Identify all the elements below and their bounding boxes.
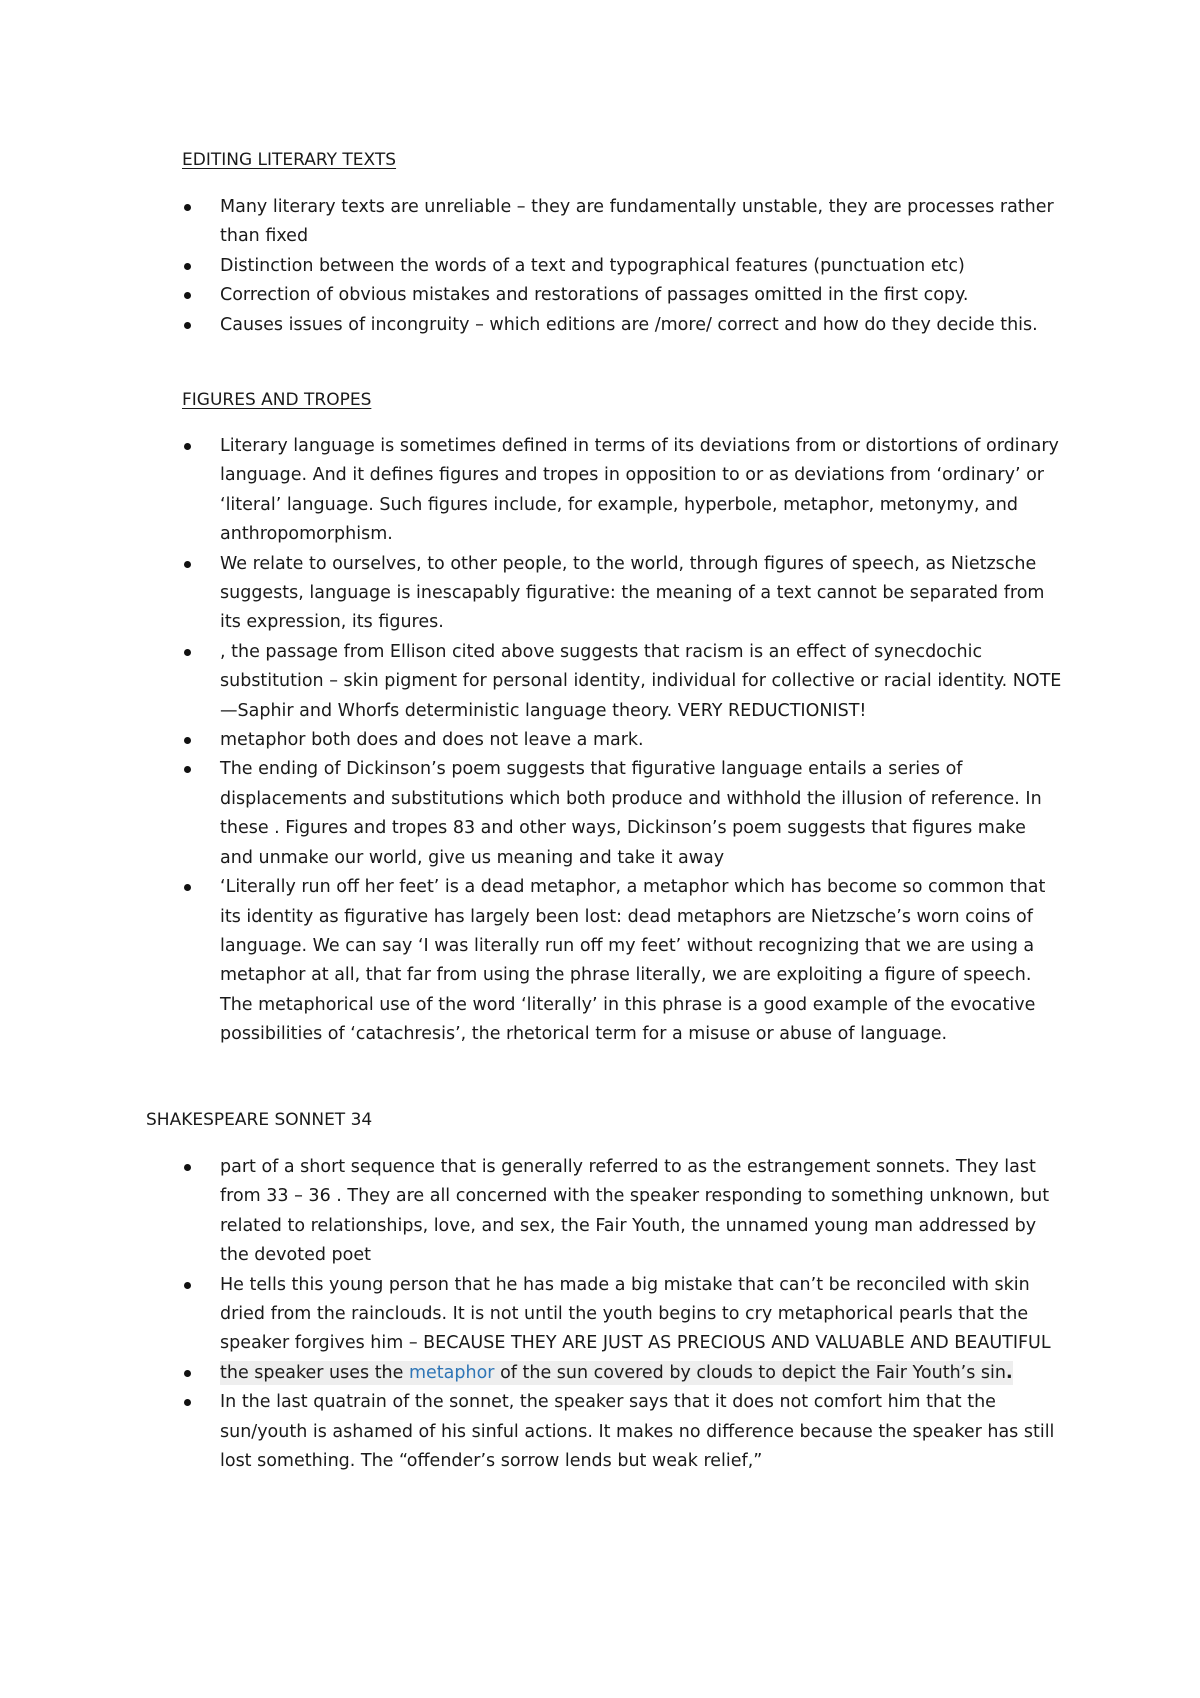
bullet-icon (184, 443, 191, 450)
list-item-text: Causes issues of incongruity – which editions are /more/ correct and how do they decide this. (220, 314, 1038, 335)
highlight-text-end: . (1005, 1362, 1013, 1383)
list-item (184, 252, 1064, 281)
list-item-text: , the passage from Ellison cited above suggests that racism is an effect of synecdochic substitution – skin pigment for personal identity, individual for collective or racial identity. NOTE—Saphir and Whorfs deterministic language theory. VERY REDUCTIONIST! (220, 641, 1062, 721)
section-heading-figures-and-tropes: FIGURES AND TROPES (182, 390, 372, 410)
list-item-text: part of a short sequence that is generally referred to as the estrangement sonnets. They last from 33 – 36 . They are all concerned with the speaker responding to something unknown, but related to relationships, love, and sex, the Fair Youth, the unnamed young man addressed by the devoted poet (220, 1157, 1050, 1266)
bullet-list-figures (184, 432, 1064, 1050)
list-item (184, 1153, 1064, 1271)
bullet-icon (184, 1370, 191, 1377)
list-item-text: ‘Literally run off her feet’ is a dead metaphor, a metaphor which has become so common that its identity as figurative has largely been lost: dead metaphors are Nietzsche’s worn coins of language. We can say ‘I was literally run off my feet’ without recognizing that we are using a metaphor at all, that far from using the phrase literally, we are exploiting a figure of speech. The metaphorical use of the word ‘literally’ in this phrase is a good example of the evocative possibilities of ‘catachresis’, the rhetorical term for a misuse or abuse of language. (220, 877, 1046, 1045)
list-item (184, 281, 1064, 310)
list-item-text: He tells this young person that he has made a big mistake that can’t be reconciled with skin dried from the rainclouds. It is not until the youth begins to cry metaphorical pearls that the speaker forgives him – BECAUSE THEY ARE JUST AS PRECIOUS AND VALUABLE AND BEAUTIFUL (220, 1274, 1051, 1354)
bullet-icon (184, 766, 191, 773)
list-item (184, 193, 1064, 252)
list-item-text: The ending of Dickinson’s poem suggests that figurative language entails a series of displacements and substitutions which both produce and withhold the illusion of reference. In these . Figures and tropes 83 and other ways, Dickinson’s poem suggests that figures make and unmake our world, give us meaning and take it away (220, 759, 1042, 868)
list-item-text: metaphor both does and does not leave a mark. (220, 730, 644, 751)
list-item-text: Many literary texts are unreliable – they are fundamentally unstable, they are processes rather than fixed (220, 197, 1054, 247)
bullet-icon (184, 1164, 191, 1171)
list-item-text: We relate to ourselves, to other people, to the world, through figures of speech, as Nietzsche suggests, language is inescapably figurative: the meaning of a text cannot be separated from its expression, its figures. (220, 553, 1045, 633)
bullet-icon (184, 561, 191, 568)
list-item-text: In the last quatrain of the sonnet, the speaker says that it does not comfort him that the sun/youth is ashamed of his sinful actions. It makes no difference because the speaker has still lost something. The “offender’s sorrow lends but weak relief,” (220, 1392, 1055, 1472)
bullet-icon (184, 204, 191, 211)
bullet-list-sonnet (184, 1153, 1064, 1476)
bullet-icon (184, 1282, 191, 1289)
list-item-text: Distinction between the words of a text and typographical features (punctuation etc) (220, 255, 965, 276)
highlighted-text (220, 1361, 1013, 1385)
metaphor-link[interactable]: metaphor (408, 1362, 495, 1383)
list-item (184, 1271, 1064, 1359)
bullet-icon (184, 292, 191, 299)
bullet-icon (184, 649, 191, 656)
section-heading-editing-literary-texts: EDITING LITERARY TEXTS (182, 150, 397, 170)
list-item (184, 550, 1064, 638)
highlight-text-after: of the sun covered by clouds to depict the Fair Youth’s sin (494, 1362, 1006, 1383)
list-item (184, 726, 1064, 755)
list-item-text: Correction of obvious mistakes and restorations of passages omitted in the first copy. (220, 285, 969, 306)
list-item (184, 638, 1064, 726)
list-item-text: Literary language is sometimes defined in terms of its deviations from or distortions of ordinary language. And it defines figures and tropes in opposition to or as deviations from ‘ordinary’ or ‘literal’ language. Such figures include, for example, hyperbole, metaphor, metonymy, and anthropomorphism. (220, 436, 1059, 545)
bullet-icon (184, 1399, 191, 1406)
list-item-highlighted (184, 1359, 1064, 1388)
list-item (184, 755, 1064, 873)
highlight-text-before: the speaker uses the (220, 1362, 409, 1383)
list-item (184, 311, 1064, 340)
bullet-icon (184, 322, 191, 329)
bullet-icon (184, 737, 191, 744)
bullet-icon (184, 884, 191, 891)
bullet-icon (184, 263, 191, 270)
list-item (184, 432, 1064, 550)
list-item (184, 873, 1064, 1049)
bullet-list-editing (184, 193, 1064, 340)
list-item (184, 1388, 1064, 1476)
section-heading-shakespeare-sonnet-34: SHAKESPEARE SONNET 34 (146, 1110, 373, 1130)
